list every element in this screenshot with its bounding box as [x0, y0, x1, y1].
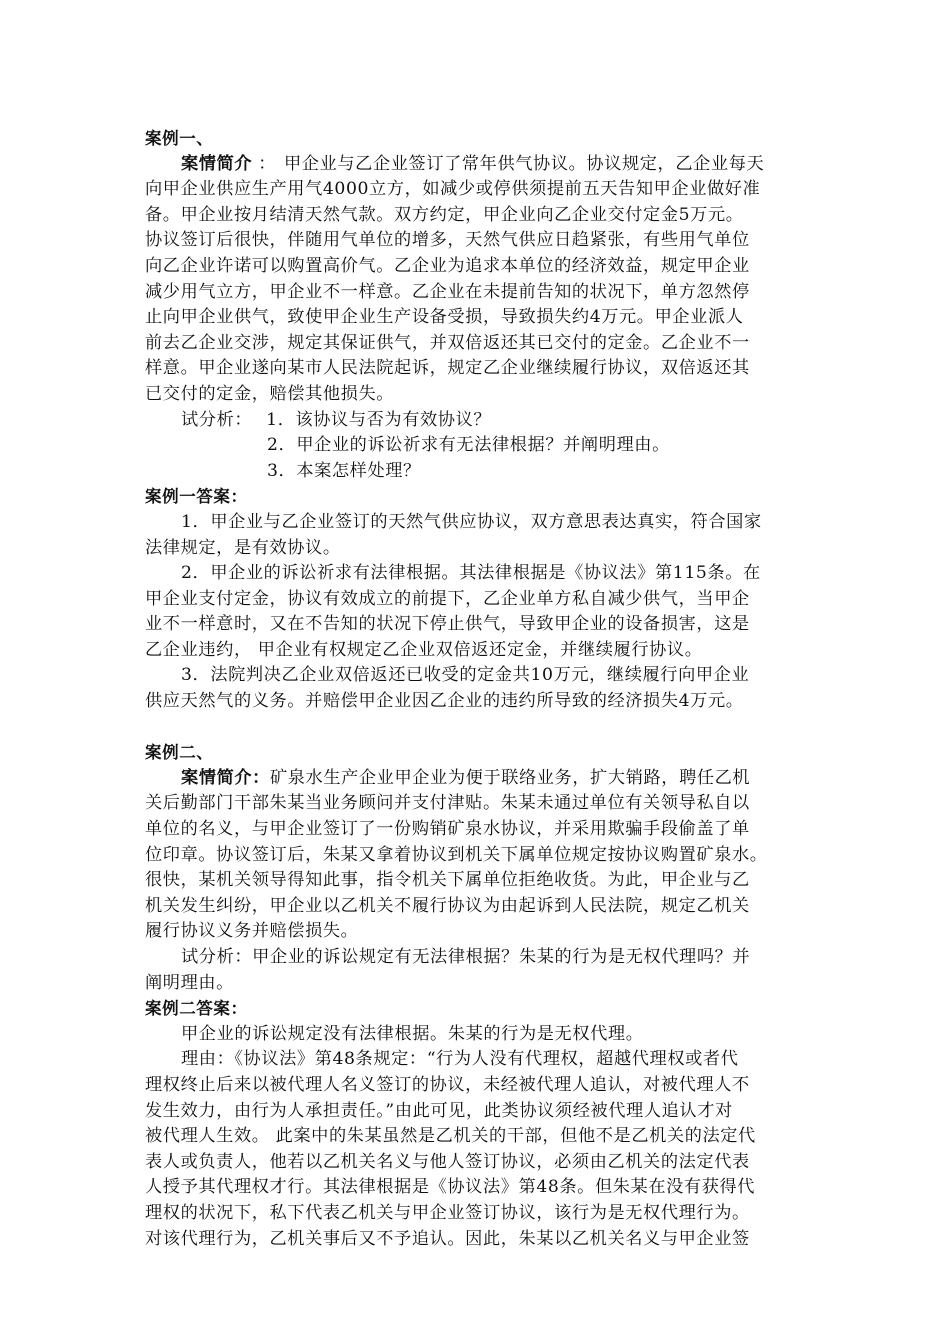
case1-answer-line: 甲企业支付定金，协议有效成立的前提下，乙企业单方私自减少供气，当甲企: [145, 588, 750, 609]
case1-answer-line: 业不一样意时，又在不告知的状况下停止供气，导致甲企业的设备损害，这是: [145, 614, 750, 635]
case1-intro-line: [145, 152, 810, 178]
case2-answer-line: 理权的状况下，私下代表乙机关与甲企业签订协议，该行为是无权代理行为。: [145, 1202, 750, 1223]
case1-intro-sep: ：: [252, 153, 277, 174]
case2-answer-line: 表人或负责人，他若以乙机关名义与他人签订协议，必须由乙机关的法定代表: [145, 1151, 750, 1172]
case1-line: 备。甲企业按月结清天然气款。双方约定，甲企业向乙企业交付定金5万元。: [145, 204, 744, 225]
document-page: [145, 126, 810, 1252]
case1-question: 3．本案怎样处理？: [267, 460, 421, 481]
case2-answer-line: 发生效力，由行为人承担责任。”由此可见，此类协议须经被代理人追认才对: [145, 1100, 733, 1121]
case1-line: 前去乙企业交涉，规定其保证供气，并双倍返还其已交付的定金。乙企业不一: [145, 332, 750, 353]
case2-line: 履行协议义务并赔偿损失。: [145, 921, 359, 942]
case2-line: 机关发生纠纷，甲企业以乙机关不履行协议为由起诉到人民法院，规定乙机关: [145, 895, 750, 916]
case2-answer-block: [145, 1022, 810, 1252]
case1-answer-line: 法律规定，是有效协议。: [145, 537, 341, 558]
case1-line: 协议签订后很快，伴随用气单位的增多，天然气供应日趋紧张，有些用气单位: [145, 230, 750, 251]
case1-answer-line: 供应天然气的义务。并赔偿甲企业因乙企业的违约所导致的经济损失4万元。: [145, 691, 744, 712]
case1-analysis-label: 试分析：: [181, 409, 253, 430]
case2-answer-line: 被代理人生效。 此案中的朱某虽然是乙机关的干部，但他不是乙机关的法定代: [145, 1126, 756, 1147]
case1-question: 1．该协议与否为有效协议？: [266, 409, 492, 430]
case1-answer-block: [145, 510, 810, 715]
case2-answer-line: 人授予其代理权才行。其法律根据是《协议法》第48条。但朱某在没有获得代: [145, 1177, 756, 1198]
case2-line: 矿泉水生产企业甲企业为便于联络业务，扩大销路，聘任乙机: [269, 767, 751, 788]
case1-line: 减少用气立方，甲企业不一样意。乙企业在未提前告知的状况下，单方忽然停: [145, 281, 750, 302]
case2-analysis-line: 试分析：甲企业的诉讼规定有无法律根据？朱某的行为是无权代理吗？并: [181, 947, 751, 967]
section-gap: [145, 715, 810, 741]
case1-line: 甲企业与乙企业签订了常年供气协议。协议规定，乙企业每天: [284, 153, 765, 174]
case1-heading: 案例一、: [145, 129, 214, 148]
case1-answer-line: 3．法院判决乙企业双倍返还已收受的定金共10万元，继续履行向甲企业: [181, 665, 750, 686]
case1-answer-line: 2．甲企业的诉讼祈求有法律根据。其法律根据是《协议法》第115条。在: [181, 563, 761, 584]
case1-answer-line: 1．甲企业与乙企业签订的天然气供应协议，双方意思表达真实，符合国家: [181, 511, 762, 532]
case2-answer-line: 对该代理行为，乙机关事后又不予追认。因此，朱某以乙机关名义与甲企业签: [145, 1228, 750, 1249]
case1-line: 已交付的定金，赔偿其他损失。: [145, 383, 395, 404]
case2-answer-line: 甲企业的诉讼规定没有法律根据。朱某的行为是无权代理。: [181, 1023, 644, 1044]
case2-line: 位印章。协议签订后，朱某又拿着协议到机关下属单位规定按协议购置矿泉水。: [145, 844, 768, 865]
case1-answer-line: 乙企业违约， 甲企业有权规定乙企业双倍返还定金，并继续履行协议。: [145, 639, 703, 660]
case2-intro-line: [145, 766, 810, 792]
case2-answer-heading: 案例二答案：: [145, 999, 248, 1019]
case1-line: 向乙企业许诺可以购置高价气。乙企业为追求本单位的经济效益，规定甲企业: [145, 255, 750, 276]
case2-line: 单位的名义，与甲企业签订了一份购销矿泉水协议，并采用欺骗手段偷盖了单: [145, 819, 750, 840]
case2-line: 关后勤部门干部朱某当业务顾问并支付津贴。朱某未通过单位有关领导私自以: [145, 793, 750, 814]
case1-question: 2．甲企业的诉讼祈求有无法律根据？并阐明理由。: [267, 435, 670, 456]
case1-line: 向甲企业供应生产用气4000立方，如减少或停供须提前五天告知甲企业做好准: [145, 179, 761, 200]
case2-intro-label: 案情简介：: [181, 767, 270, 788]
case2-analysis-line: 阐明理由。: [145, 972, 234, 993]
case1-analysis-line: [145, 408, 810, 434]
case1-line: 止向甲企业供气，致使甲企业生产设备受损，导致损失约4万元。甲企业派人: [145, 307, 744, 328]
case2-line: 很快，某机关领导得知此事，指令机关下属单位拒绝收货。为此，甲企业与乙: [145, 870, 750, 891]
case1-answer-heading: 案例一答案：: [145, 487, 248, 507]
case2-heading: 案例二、: [145, 743, 214, 763]
case2-analysis-block: [145, 945, 810, 996]
case1-intro-label: 案情简介: [181, 153, 253, 174]
case2-answer-line: 理由：《协议法》第48条规定：“行为人没有代理权，超越代理权或者代: [181, 1049, 739, 1070]
case1-line: 样意。甲企业遂向某市人民法院起诉，规定乙企业继续履行协议，双倍返还其: [145, 358, 750, 379]
case2-answer-line: 理权终止后来以被代理人名义签订的协议，未经被代理人追认，对被代理人不: [145, 1074, 750, 1095]
